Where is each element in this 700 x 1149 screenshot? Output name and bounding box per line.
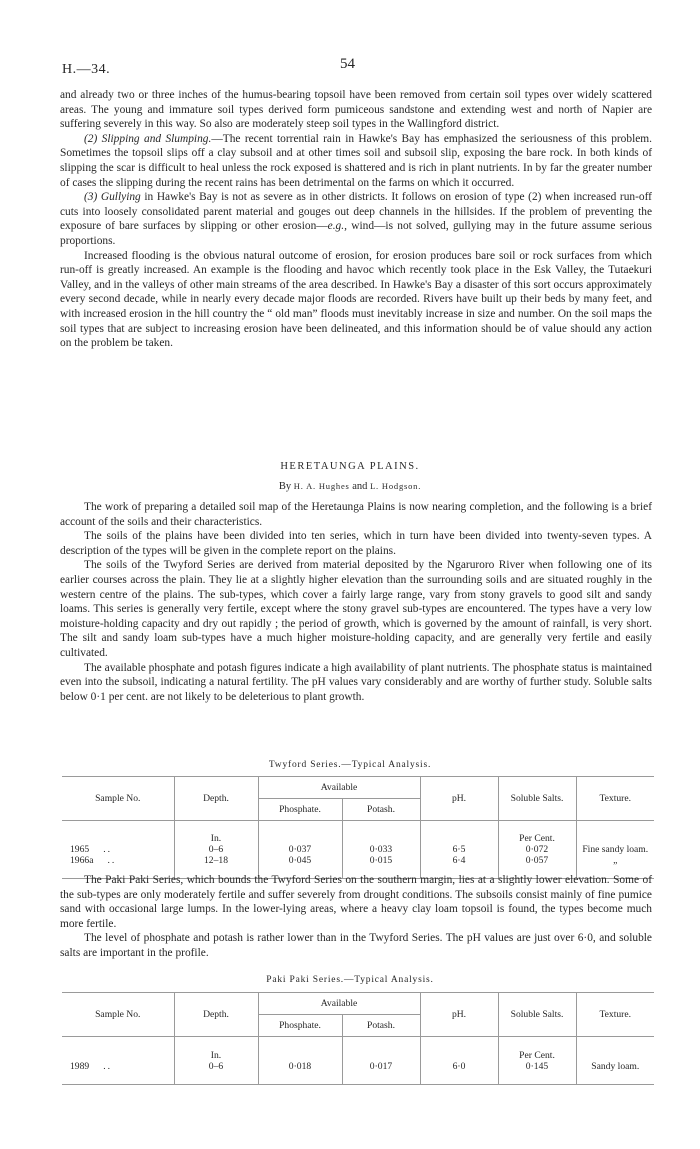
byline-author-2: L. Hodgson. [370,481,422,491]
table-row [62,1037,654,1085]
slipping-paragraph [60,132,652,190]
cell-texture: Fine sandy loam. „ [576,821,654,879]
twyford-table-caption: Twyford Series.—Typical Analysis. [268,760,432,770]
cell-ph: 6·5 6·4 [420,821,498,879]
paki-paragraph-1: The Paki Paki Series, which bounds the Twyford Series on the southern margin, lies at a slightly lower elevation. Some of the sub-types are only moderately fertile and suffer severely from drought conditions. The subsoils consist mainly of fine pumice sand with occasional large lumps. In the lower-lying areas, where a heavy clay loam topsoil is found, the types become much more fertile. [60,874,652,930]
paki-section [60,873,652,961]
cell-ph: 6·0 [420,1037,498,1085]
byline-by: By [278,481,292,492]
heretaunga-paragraph-2: The soils of the plains have been divided into ten series, which in turn have been divided into twenty-seven types. A description of the types will be given in the complete report on the plains. [60,530,652,557]
col-soluble-salts: Soluble Salts. [498,777,576,821]
col-sample-no: Sample No. [62,777,174,821]
section-title: HERETAUNGA PLAINS. [280,461,420,472]
col-potash: Potash. [342,799,420,821]
cell-salts: Per Cent. 0·072 0·057 [498,821,576,879]
col-phosphate: Phosphate. [258,799,342,821]
cell-salts: Per Cent. 0·145 [498,1037,576,1085]
col-texture: Texture. [576,993,654,1037]
col-ph: pH. [420,777,498,821]
erosion-section [60,88,652,351]
paki-paragraph-2: The level of phosphate and potash is rather lower than in the Twyford Series. The pH values are just over 6·0, and soluble salts are important in the profile. [60,932,652,959]
gullying-eg: e.g., [327,220,347,233]
report-code: H.—34. [62,62,111,77]
heretaunga-paragraph-4: The available phosphate and potash figures indicate a high availability of plant nutrients. The phosphate status is maintained even into the subsoil, indicating a natural fertility. The pH values vary considerably and are worthy of further study. Soluble salts below 0·1 per cent. are not likely to be deleterious to plant growth. [60,661,652,703]
col-sample-no: Sample No. [62,993,174,1037]
paki-table-caption: Paki Paki Series.—Typical Analysis. [266,975,434,985]
byline-author-1: H. A. Hughes [293,481,350,491]
col-available: Available [258,777,420,799]
slipping-text: —The recent torrential rain in Hawke's Bay has emphasized the seriousness of this problem. Sometimes the topsoil slips off a clay subsoil and at other times soil and subsoil slip, exposing the bare rock. In both kinds of slipping the scar is difficult to heal unless the rock exposed is shattered and is rich in plant nutrients. In by far the greater number of cases the slipping during the recent rains has been detrimental on the farms on which it occurred. [60,132,653,189]
erosion-paragraph-1: and already two or three inches of the humus-bearing topsoil have been removed from certain soil types over widely scattered areas. The young and immature soil types derived form pumiceous sandstone and extending west and north of Napier are suffering severely in this way. So also are moderately steep soil types in the Wallingford district. [60,89,652,131]
heretaunga-paragraph-3: The soils of the Twyford Series are derived from material deposited by the Ngaruroro River when following one of its earlier courses across the plain. They lie at a slightly higher elevation than the surrounding soils and are situated roughly in the western centre of the plains. The sub-types, which cover a fairly large range, vary from stony gravels to good silt and sandy loams. This series is generally very fertile, except where the stony gravel sub-types are encountered. The types have a very low moisture-holding capacity and dry out rapidly ; the period of growth, which is governed by the amount of rainfall, is very short. The silt and sandy loam sub-types have a much higher moisture-holding capacity, and are generally very fertile and easily cultivated. [60,559,652,659]
table-row [62,821,654,879]
slipping-label: (2) Slipping and Slumping. [84,132,212,145]
paki-analysis-table [62,992,654,1085]
col-available: Available [258,993,420,1015]
gullying-text-b: wind—is not solved, gullying may in the future assume serious proportions. [60,220,652,247]
cell-potash: 0·017 [342,1037,420,1085]
cell-potash: 0·033 0·015 [342,821,420,879]
heretaunga-paragraph-1: The work of preparing a detailed soil map of the Heretaunga Plains is now nearing completion, and the following is a brief account of the soils and their characteristics. [60,501,652,528]
twyford-analysis-table [62,776,654,879]
gullying-label: (3) Gullying [84,191,141,204]
cell-texture: Sandy loam. [576,1037,654,1085]
cell-depth: In. 0–6 12–18 [174,821,258,879]
cell-depth: In. 0–6 [174,1037,258,1085]
cell-sample: 1965 .. 1966a .. [62,821,174,879]
heretaunga-section [60,500,652,704]
flooding-paragraph: Increased flooding is the obvious natural outcome of erosion, for erosion produces bare soil or rock surfaces from which run-off is greatly increased. An example is the flooding and havoc which recently took place in the Esk Valley, the Tutaekuri Valley, and in the valleys of other main streams of the area described. In Hawke's Bay a disaster of this sort occurs approximately every second decade, while in nearly every decade major floods are recorded. Rivers have built up their beds by many feet, and with increased erosion in the hill country the “ old man” floods must inevitably increase in size and number. On the soil maps the soil types that are subject to increasing erosion have been delineated, and this information should be of value should any action on the problem be taken. [60,249,652,350]
col-potash: Potash. [342,1015,420,1037]
col-texture: Texture. [576,777,654,821]
col-ph: pH. [420,993,498,1037]
section-byline [0,481,700,492]
gullying-paragraph [60,190,652,248]
cell-phosphate: 0·037 0·045 [258,821,342,879]
cell-phosphate: 0·018 [258,1037,342,1085]
col-depth: Depth. [174,993,258,1037]
col-soluble-salts: Soluble Salts. [498,993,576,1037]
gullying-text-a: in Hawke's Bay is not as severe as in other districts. It follows on erosion of type (2) when increased run-off cuts into loosely consolidated parent material and gouges out deep channels in the hillsides. If the problem of preventing the exposure of bare surfaces by slipping or other erosion— [60,191,652,233]
page-number: 54 [340,56,355,72]
cell-sample: 1989 .. [62,1037,174,1085]
col-depth: Depth. [174,777,258,821]
col-phosphate: Phosphate. [258,1015,342,1037]
byline-and: and [352,481,368,492]
